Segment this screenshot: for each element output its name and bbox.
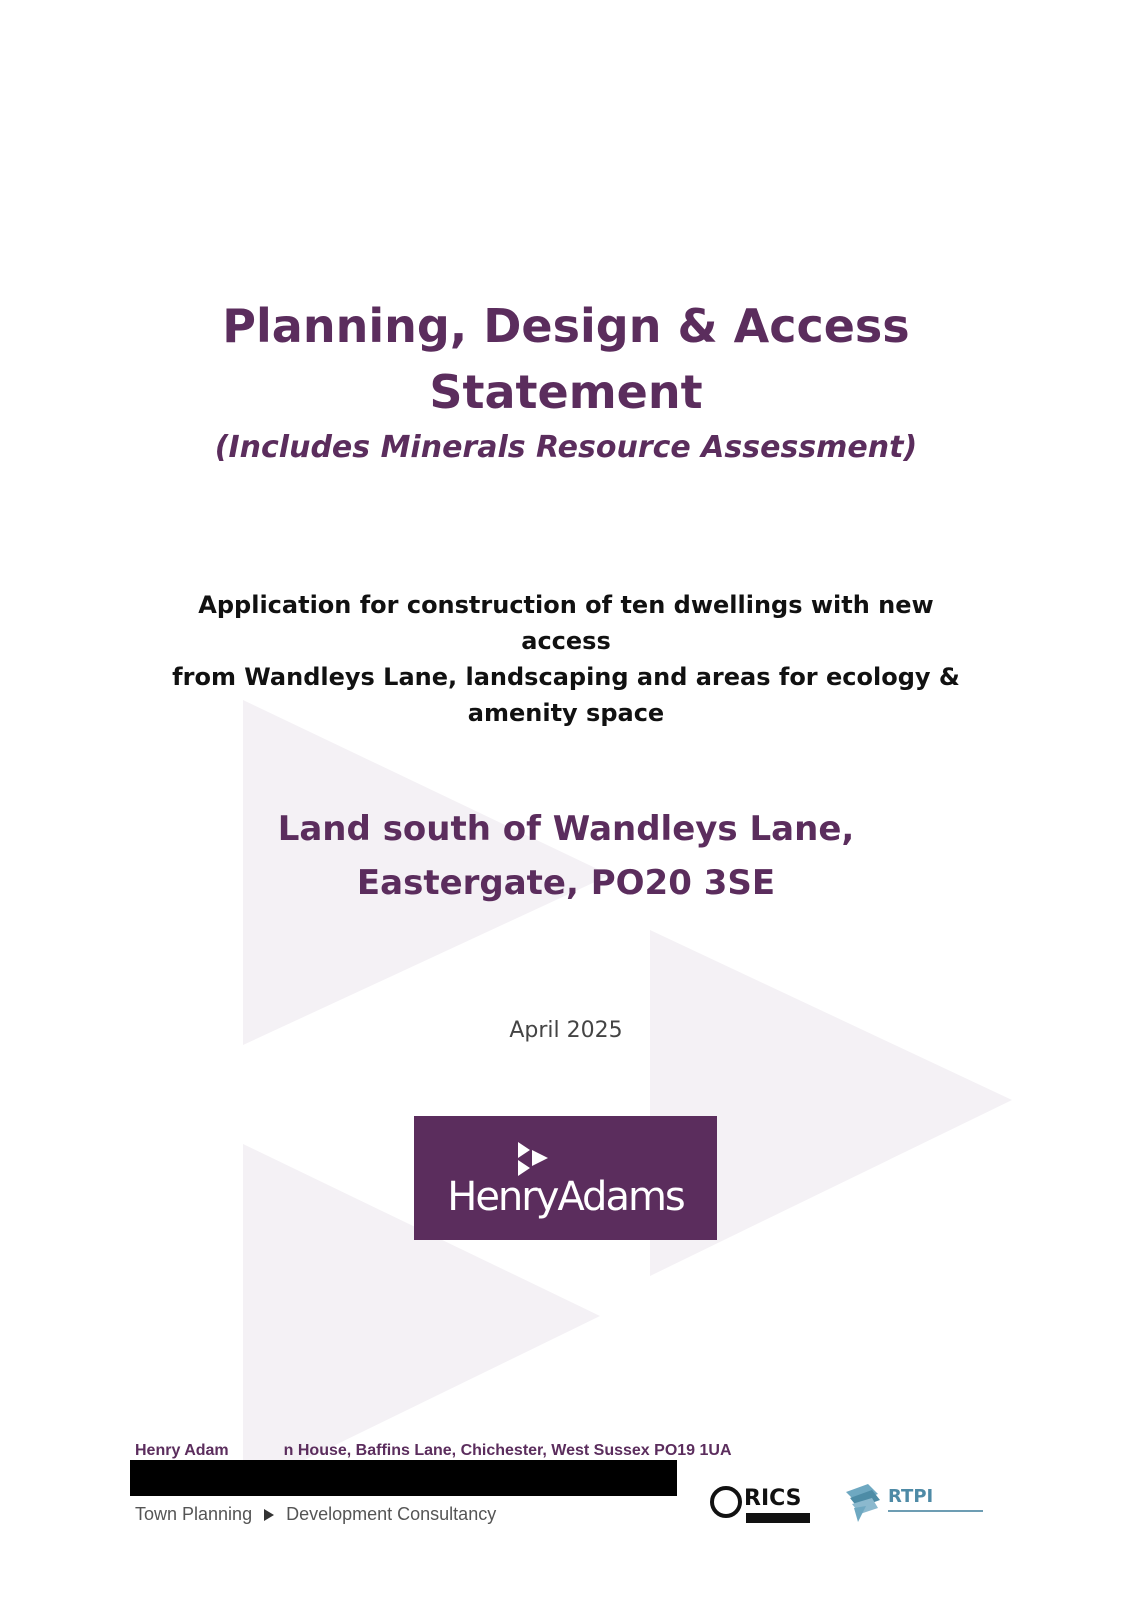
rtpi-logo bbox=[838, 1480, 998, 1526]
henry-adams-logo bbox=[414, 1116, 717, 1240]
site-line-2: Eastergate, PO20 3SE bbox=[356, 863, 776, 903]
footer-address bbox=[135, 1440, 732, 1462]
title-line-2: Statement bbox=[429, 365, 703, 419]
title-line-1: Planning, Design & Access bbox=[222, 299, 910, 353]
application-description bbox=[150, 587, 982, 731]
redaction-block bbox=[130, 1460, 677, 1496]
document-subtitle: (Includes Minerals Resource Assessment) bbox=[214, 430, 918, 465]
logo-text: HenryAdams bbox=[447, 1174, 684, 1220]
services-line bbox=[135, 1502, 496, 1526]
play-icon bbox=[264, 1509, 274, 1521]
rics-logo-text: RICS bbox=[744, 1486, 802, 1511]
site-address bbox=[0, 802, 1132, 910]
rics-bar bbox=[746, 1513, 810, 1523]
application-line-3: amenity space bbox=[467, 699, 665, 727]
rics-logo bbox=[710, 1482, 820, 1528]
site-line-1: Land south of Wandleys Lane, bbox=[277, 809, 855, 849]
document-title bbox=[0, 293, 1132, 425]
service-town-planning: Town Planning bbox=[135, 1504, 253, 1524]
service-development-consultancy: Development Consultancy bbox=[286, 1504, 497, 1524]
rics-circle-icon bbox=[710, 1486, 742, 1518]
address-part-1: Henry Adam bbox=[135, 1442, 229, 1459]
rtpi-icon bbox=[838, 1480, 882, 1526]
rtpi-logo-text: RTPI bbox=[888, 1486, 934, 1507]
address-part-2: n House, Baffins Lane, Chichester, West Sussex PO19 1UA bbox=[283, 1442, 732, 1459]
rtpi-tagline-line bbox=[888, 1510, 983, 1512]
application-line-1: Application for construction of ten dwellings with new access bbox=[198, 591, 934, 655]
application-line-2: from Wandleys Lane, landscaping and areas for ecology & bbox=[172, 663, 960, 691]
document-date: April 2025 bbox=[509, 1018, 623, 1043]
